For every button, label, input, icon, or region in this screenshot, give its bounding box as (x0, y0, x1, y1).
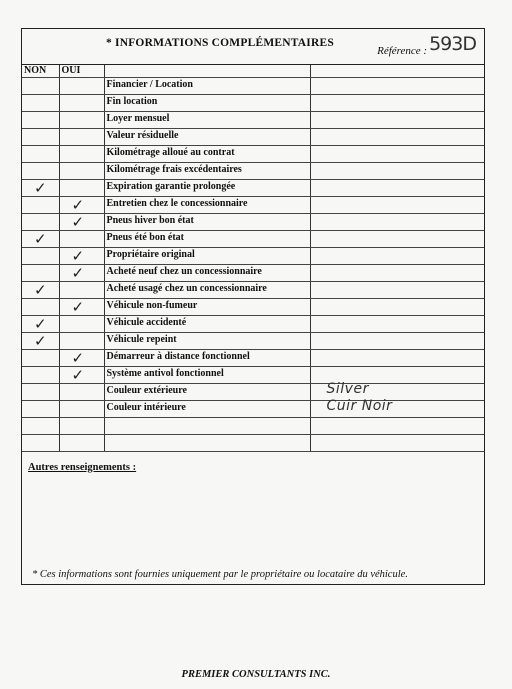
checkmark-icon: ✓ (71, 366, 85, 384)
table-row (22, 248, 484, 265)
company-footer: PREMIER CONSULTANTS INC. (181, 669, 331, 680)
row-label: Pneus été bon état (104, 231, 310, 248)
row-value-cell (310, 197, 484, 214)
info-table (22, 65, 484, 452)
non-cell (22, 231, 59, 248)
non-cell (22, 248, 59, 265)
row-label: Véhicule accidenté (104, 316, 310, 333)
disclaimer-note: * Ces informations sont fournies uniquement par le propriétaire ou locataire du véhicule. (32, 569, 408, 580)
oui-cell (59, 435, 104, 452)
table-row (22, 316, 484, 333)
row-value-cell (310, 95, 484, 112)
oui-cell (59, 333, 104, 350)
non-cell (22, 418, 59, 435)
row-label: Expiration garantie prolongée (104, 180, 310, 197)
row-value-cell (310, 282, 484, 299)
non-cell (22, 112, 59, 129)
oui-cell (59, 231, 104, 248)
column-header-label (104, 65, 310, 78)
non-cell (22, 129, 59, 146)
reference-label: Référence : (377, 45, 428, 57)
oui-cell (59, 146, 104, 163)
table-row (22, 401, 484, 418)
row-label: Entretien chez le concessionnaire (104, 197, 310, 214)
oui-cell (59, 180, 104, 197)
checkmark-icon: ✓ (34, 281, 47, 299)
non-cell (22, 282, 59, 299)
row-value-cell (310, 350, 484, 367)
non-cell (22, 197, 59, 214)
table-row (22, 146, 484, 163)
oui-cell (59, 163, 104, 180)
row-label: Démarreur à distance fonctionnel (104, 350, 310, 367)
checkmark-icon: ✓ (34, 230, 47, 248)
row-value-cell (310, 299, 484, 316)
table-row (22, 435, 484, 452)
row-value-cell (310, 163, 484, 180)
oui-cell (59, 95, 104, 112)
oui-cell (59, 112, 104, 129)
row-label: Acheté usagé chez un concessionnaire (104, 282, 310, 299)
oui-cell (59, 367, 104, 384)
checkmark-icon: ✓ (71, 213, 85, 231)
non-cell (22, 333, 59, 350)
table-header-row (22, 65, 484, 78)
table-row (22, 112, 484, 129)
row-label: Couleur extérieure (104, 384, 310, 401)
column-header-value (310, 65, 484, 78)
row-label: Système antivol fonctionnel (104, 367, 310, 384)
table-row (22, 418, 484, 435)
reference (377, 33, 476, 59)
non-cell (22, 265, 59, 282)
row-label: Véhicule non-fumeur (104, 299, 310, 316)
non-cell (22, 180, 59, 197)
non-cell (22, 146, 59, 163)
non-cell (22, 367, 59, 384)
table-row (22, 384, 484, 401)
row-label: Valeur résiduelle (104, 129, 310, 146)
row-value-cell (310, 333, 484, 350)
non-cell (22, 384, 59, 401)
column-header-oui: OUI (59, 65, 104, 78)
table-row (22, 350, 484, 367)
table-row (22, 95, 484, 112)
row-label: Propriétaire original (104, 248, 310, 265)
oui-cell (59, 401, 104, 418)
reference-value: 593D (429, 33, 476, 55)
checkmark-icon: ✓ (71, 196, 85, 214)
table-row (22, 180, 484, 197)
row-value-cell (310, 78, 484, 95)
oui-cell (59, 214, 104, 231)
oui-cell (59, 384, 104, 401)
row-label: Loyer mensuel (104, 112, 310, 129)
row-value-cell (310, 435, 484, 452)
non-cell (22, 163, 59, 180)
handwritten-value: Silver (326, 381, 369, 397)
oui-cell (59, 248, 104, 265)
form-header (22, 29, 484, 65)
table-row (22, 299, 484, 316)
checkmark-icon: ✓ (34, 332, 47, 350)
non-cell (22, 95, 59, 112)
row-label: Financier / Location (104, 78, 310, 95)
oui-cell (59, 78, 104, 95)
table-row (22, 367, 484, 384)
oui-cell (59, 418, 104, 435)
table-row (22, 78, 484, 95)
oui-cell (59, 316, 104, 333)
non-cell (22, 350, 59, 367)
table-row (22, 333, 484, 350)
row-label (104, 418, 310, 435)
non-cell (22, 299, 59, 316)
info-form (21, 28, 485, 585)
row-label: Couleur intérieure (104, 401, 310, 418)
non-cell (22, 316, 59, 333)
handwritten-value: Cuir Noir (326, 398, 393, 414)
checkmark-icon: ✓ (34, 315, 47, 333)
table-row (22, 197, 484, 214)
row-label: Kilométrage alloué au contrat (104, 146, 310, 163)
row-label: Fin location (104, 95, 310, 112)
table-row (22, 265, 484, 282)
row-value-cell (310, 146, 484, 163)
row-value-cell (310, 180, 484, 197)
table-row (22, 231, 484, 248)
checkmark-icon: ✓ (34, 179, 47, 197)
form-title: * INFORMATIONS COMPLÉMENTAIRES (106, 37, 334, 49)
checkmark-icon: ✓ (71, 264, 85, 282)
oui-cell (59, 350, 104, 367)
column-header-non: NON (22, 65, 59, 78)
non-cell (22, 78, 59, 95)
row-value-cell (310, 398, 484, 418)
table-row (22, 163, 484, 180)
table-row (22, 214, 484, 231)
non-cell (22, 435, 59, 452)
row-label (104, 435, 310, 452)
row-label: Pneus hiver bon état (104, 214, 310, 231)
non-cell (22, 214, 59, 231)
oui-cell (59, 197, 104, 214)
table-row (22, 129, 484, 146)
oui-cell (59, 265, 104, 282)
row-value-cell (310, 248, 484, 265)
row-value-cell (310, 214, 484, 231)
row-value-cell (310, 129, 484, 146)
oui-cell (59, 299, 104, 316)
row-value-cell (310, 316, 484, 333)
checkmark-icon: ✓ (71, 298, 85, 316)
table-row (22, 282, 484, 299)
row-value-cell (310, 112, 484, 129)
non-cell (22, 401, 59, 418)
checkmark-icon: ✓ (71, 349, 85, 367)
other-info-label: Autres renseignements : (28, 462, 137, 473)
row-value-cell (310, 418, 484, 435)
oui-cell (59, 282, 104, 299)
row-label: Véhicule repeint (104, 333, 310, 350)
oui-cell (59, 129, 104, 146)
row-value-cell (310, 231, 484, 248)
row-label: Kilométrage frais excédentaires (104, 163, 310, 180)
row-value-cell (310, 265, 484, 282)
checkmark-icon: ✓ (71, 247, 85, 265)
row-label: Acheté neuf chez un concessionnaire (104, 265, 310, 282)
